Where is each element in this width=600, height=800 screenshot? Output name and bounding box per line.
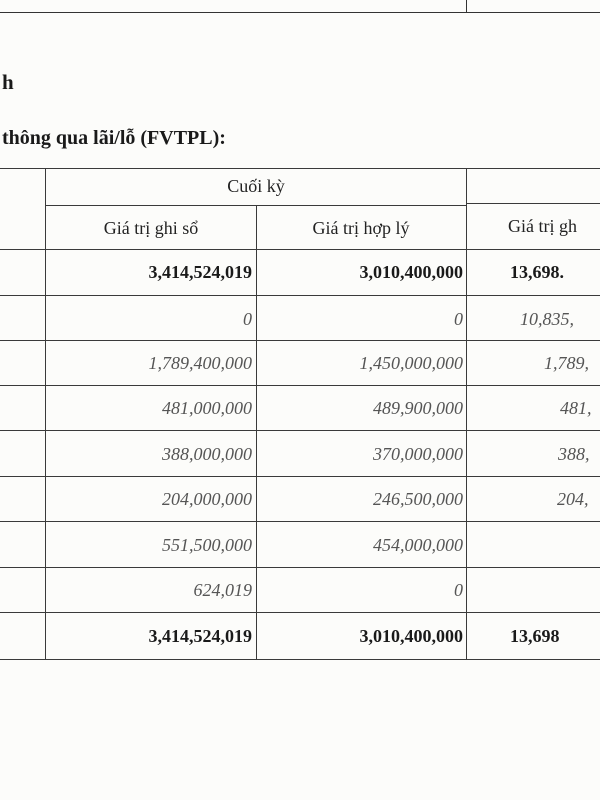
column-divider [256, 205, 257, 660]
total-fair-value: 3,010,400,000 [359, 626, 463, 646]
row-divider [0, 567, 600, 568]
cell-fair-value: 3,010,400,000 [359, 262, 463, 282]
column-header-book-value: Giá trị ghi sổ [103, 218, 199, 238]
cell-book-value: 551,500,000 [162, 535, 252, 555]
table-top-border [0, 168, 600, 169]
cell-fair-value: 0 [454, 580, 463, 600]
row-divider [0, 521, 600, 522]
total-top-border [0, 612, 600, 613]
total-opening-book-value: 13,698 [510, 626, 560, 646]
row-divider [0, 295, 600, 296]
row-divider [0, 476, 600, 477]
cell-fair-value: 0 [454, 309, 463, 329]
cell-opening-book-value: 10,835, [520, 309, 574, 329]
table-caption: thông qua lãi/lỗ (FVTPL): [2, 127, 226, 149]
cell-fair-value: 370,000,000 [373, 444, 463, 464]
column-divider [466, 168, 467, 660]
group-header-divider-right [466, 203, 600, 204]
cell-opening-book-value: 1,789, [544, 353, 589, 373]
cell-book-value: 3,414,524,019 [148, 262, 252, 282]
row-divider [0, 430, 600, 431]
row-divider [0, 385, 600, 386]
group-header-end-of-period: Cuối kỳ [227, 176, 285, 196]
cell-book-value: 481,000,000 [162, 398, 252, 418]
cell-opening-book-value: 13,698. [510, 262, 564, 282]
cell-fair-value: 454,000,000 [373, 535, 463, 555]
column-header-opening-book-value: Giá trị gh [508, 216, 577, 236]
table-bottom-border [0, 659, 600, 660]
cell-book-value: 624,019 [193, 580, 252, 600]
cell-book-value: 1,789,400,000 [148, 353, 252, 373]
section-heading-fragment: h [2, 70, 14, 94]
cell-book-value: 388,000,000 [162, 444, 252, 464]
header-bottom-border [0, 249, 600, 250]
cell-book-value: 0 [243, 309, 252, 329]
cell-opening-book-value: 388, [558, 444, 590, 464]
cell-fair-value: 246,500,000 [373, 489, 463, 509]
cell-opening-book-value: 481, [560, 398, 592, 418]
cell-fair-value: 1,450,000,000 [359, 353, 463, 373]
row-divider [0, 340, 600, 341]
column-divider [45, 168, 46, 660]
cell-book-value: 204,000,000 [162, 489, 252, 509]
column-header-fair-value: Giá trị hợp lý [312, 218, 410, 238]
cell-opening-book-value: 204, [557, 489, 589, 509]
total-book-value: 3,414,524,019 [148, 626, 252, 646]
cell-fair-value: 489,900,000 [373, 398, 463, 418]
